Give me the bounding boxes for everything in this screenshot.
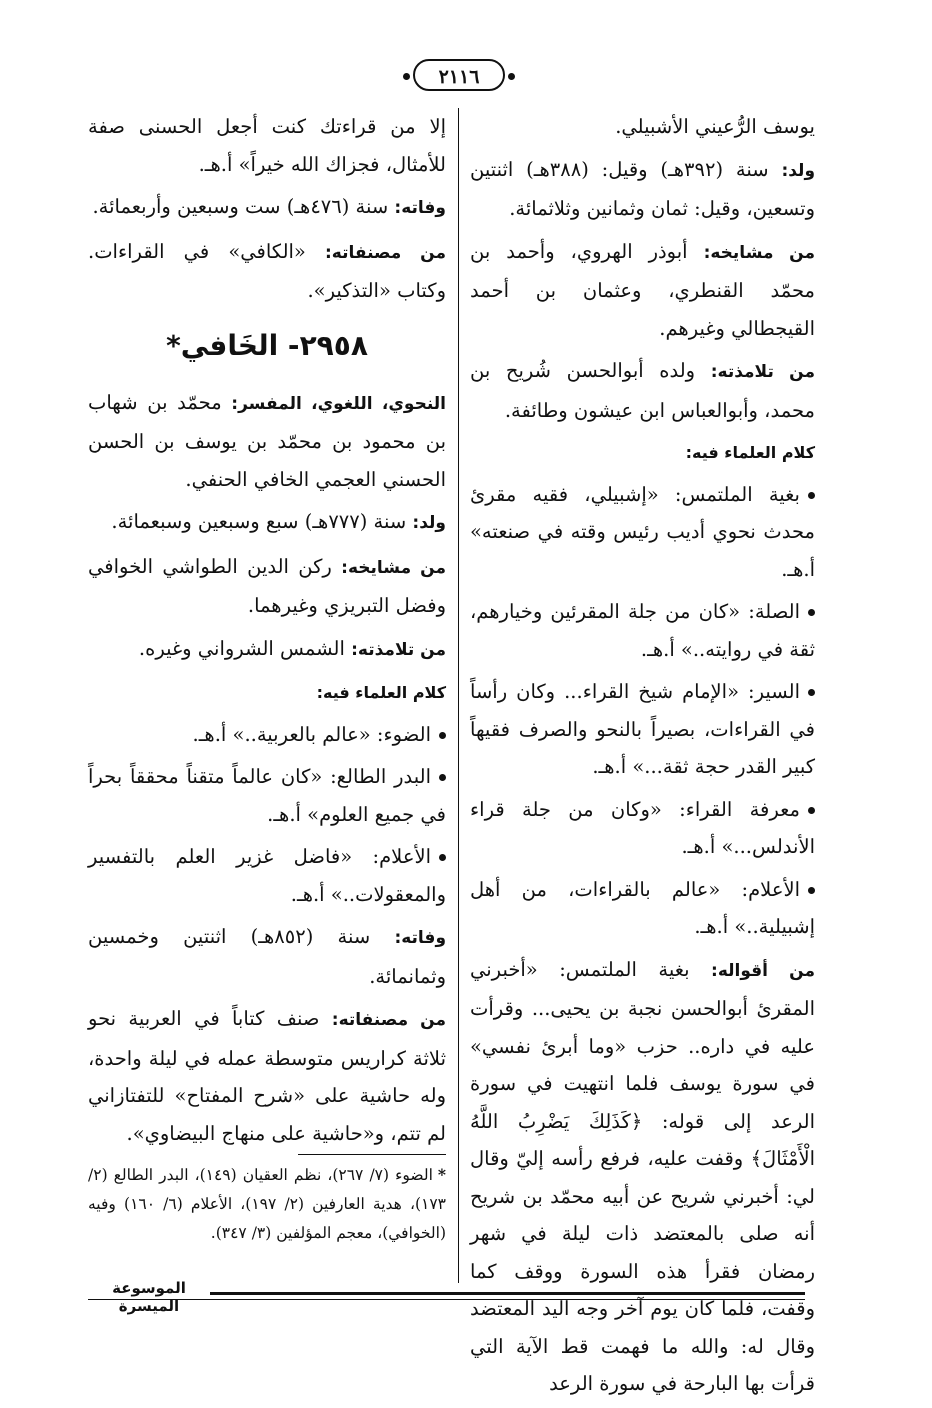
bullet-icon xyxy=(808,689,815,696)
footer-label: الموسوعة الميسرة xyxy=(112,1279,186,1315)
field-text: سنة (٨٥٢هـ) اثنتين وخمسين وثمانمائة. xyxy=(88,925,446,988)
paragraph xyxy=(88,384,446,499)
quote-item xyxy=(470,673,815,786)
field-text: «الكافي» في القراءات. وكتاب «التذكير». xyxy=(88,239,446,302)
field-label: من مصنفاته: xyxy=(331,1010,446,1030)
field-text: محمّد بن شهاب بن محمود بن محمّد بن يوسف بن الحسن الحسني العجمي الخافي الحنفي. xyxy=(88,390,446,491)
quote-item xyxy=(470,871,815,946)
bullet-icon xyxy=(808,609,815,616)
field-label: من مشايخه: xyxy=(341,557,446,578)
quote-item xyxy=(88,838,446,913)
field-label: من تلامذته: xyxy=(710,362,815,382)
quote-text: بغية الملتمس: «إشبيلي، فقيه مقرئ محدث نحوي أديب رئيس وقته في صنعته» أ.هـ. xyxy=(470,482,815,581)
paragraph xyxy=(88,503,446,543)
paragraph xyxy=(470,151,815,228)
bullet-icon xyxy=(439,732,446,739)
paragraph xyxy=(88,188,446,228)
field-text: سنة (٣٩٢هـ) وقيل: (٣٨٨هـ) اثنتين وتسعين، وقيل: ثمان وثمانين وثلاثمائة. xyxy=(470,157,815,220)
field-text: ولده أبوالحسن شُريح بن محمد، وأبوالعباس ابن عيشون وطائفة. xyxy=(470,359,815,422)
field-label: النحوي، اللغوي، المفسر: xyxy=(231,393,446,414)
section-subheading: كلام العلماء فيه: xyxy=(316,683,446,702)
field-label: وفاته: xyxy=(394,198,446,218)
field-text: ركن الدين الطواشي الخوافي وفضل التبريزي وغيرهما. xyxy=(88,554,446,617)
paragraph xyxy=(88,1000,446,1152)
footer-rule xyxy=(210,1292,805,1295)
bullet-icon xyxy=(808,887,815,894)
quote-item xyxy=(470,791,815,866)
column-divider xyxy=(458,108,459,1283)
paragraph: يوسف الرُّعيني الأشبيلي. xyxy=(615,115,815,138)
paragraph xyxy=(88,918,446,995)
field-label: ولد: xyxy=(781,160,816,181)
field-label: ولد: xyxy=(412,513,446,533)
paragraph xyxy=(88,548,446,625)
paragraph xyxy=(88,233,446,310)
quote-text: السير: «الإمام شيخ القراء... وكان رأساً في القراءات، بصيراً بالنحو والصرف فقيهاً كبير القدر حجة ثقة...» أ.هـ. xyxy=(470,680,815,778)
paragraph xyxy=(88,630,446,670)
quote-text: الأعلام: «عالم بالقراءات، من أهل إشبيلية..» أ.هـ. xyxy=(470,877,815,938)
field-text: صنف كتاباً في العربية نحو ثلاثة كراريس متوسطة عمله في ليلة واحدة، وله حاشية على «شرح المفتاح» للتفتازاني لم تتم، و«حاشية على منهاج البيضاوي». xyxy=(88,1007,446,1145)
section-subheading: كلام العلماء فيه: xyxy=(685,443,815,462)
quote-text: الضوء: «عالم بالعربية..» أ.هـ. xyxy=(192,722,431,746)
bullet-icon xyxy=(439,774,446,781)
page-number: ٢١١٦ xyxy=(413,59,505,91)
field-text: أبوذر الهروي، وأحمد بن محمّد القنطري، وعثمان بن أحمد القيجطالي وغيرهم. xyxy=(470,239,815,340)
quote-text: الصلة: «كان من جلة المقرئين وخيارهم، ثقة في روايته..» أ.هـ. xyxy=(470,600,815,661)
quote-item xyxy=(470,593,815,668)
footnote-divider xyxy=(298,1154,446,1155)
field-text: الشمس الشرواني وغيره. xyxy=(138,636,345,660)
left-column xyxy=(88,108,446,1157)
paragraph: إلا من قراءتك كنت أجعل الحسنى صفة للأمثال، فجزاك الله خيراً» أ.هـ. xyxy=(88,115,446,176)
right-column xyxy=(470,108,815,1408)
field-text: سنة (٧٧٧هـ) سبع وسبعين وسبعمائة. xyxy=(111,510,407,533)
footnote xyxy=(88,1160,446,1248)
paragraph xyxy=(470,233,815,348)
quote-item xyxy=(88,758,446,833)
footnote-marker: * xyxy=(437,1165,446,1184)
field-label: من مشايخه: xyxy=(703,242,815,263)
field-label: من تلامذته: xyxy=(351,639,446,660)
quote-text: معرفة القراء: «وكان من جلة قراء الأندلس...» أ.هـ. xyxy=(470,797,815,858)
entry-title: ٢٩٥٨- الخَافي* xyxy=(166,328,368,362)
paragraph xyxy=(470,352,815,429)
field-label: من أقواله: xyxy=(711,960,815,981)
field-text: سنة (٤٧٦هـ) ست وسبعين وأربعمائة. xyxy=(92,195,389,218)
field-text: بغية الملتمس: «أخبرني المقرئ أبوالحسن نجبة بن يحيى... وقرأت عليه في داره.. حزب «وما أبرئ نفسي» في سورة يوسف فلما انتهيت في سورة الرعد إلى قوله: ﴿كَذَلِكَ يَضْرِبُ اللَّهُ الْأَمْثَالَ﴾ وقفت عليه، فرفع رأسه إليّ وقال لي: أخبرني شريح عن أبيه محمّد بن شريح أنه صلى بالمعتضد ذات ليلة في شهر رمضان فقرأ هذه السورة ووقف كما وقفت، فلما كان يوم آخر وجه اليد المعتضد وقال له: والله ما فهمت قط الآية التي قرأت بها البارحة في سورة الرعد xyxy=(470,957,815,1395)
quote-text: الأعلام: «فاضل غزير العلم بالتفسير والمعقولات..» أ.هـ. xyxy=(88,845,446,906)
quote-item xyxy=(470,476,815,589)
field-label: من مصنفاته: xyxy=(325,242,446,263)
bullet-icon xyxy=(808,492,815,499)
field-label: وفاته: xyxy=(394,928,447,948)
bullet-icon xyxy=(808,807,815,814)
footnote-text: الضوء (٧/ ٢٦٧)، نظم العقيان (١٤٩)، البدر الطالع (٢/ ١٧٣)، هدية العارفين (٢/ ١٩٧)، الأعلام (٦/ ١٦٠) وفيه (الخوافي)، معجم المؤلفين (٣/ ٣٤٧). xyxy=(88,1166,446,1242)
paragraph xyxy=(470,951,815,1403)
quote-text: البدر الطالع: «كان عالماً متقناً محققاً بحراً في جميع العلوم» أ.هـ. xyxy=(88,765,446,826)
quote-item xyxy=(88,716,446,754)
bullet-icon xyxy=(439,854,446,861)
